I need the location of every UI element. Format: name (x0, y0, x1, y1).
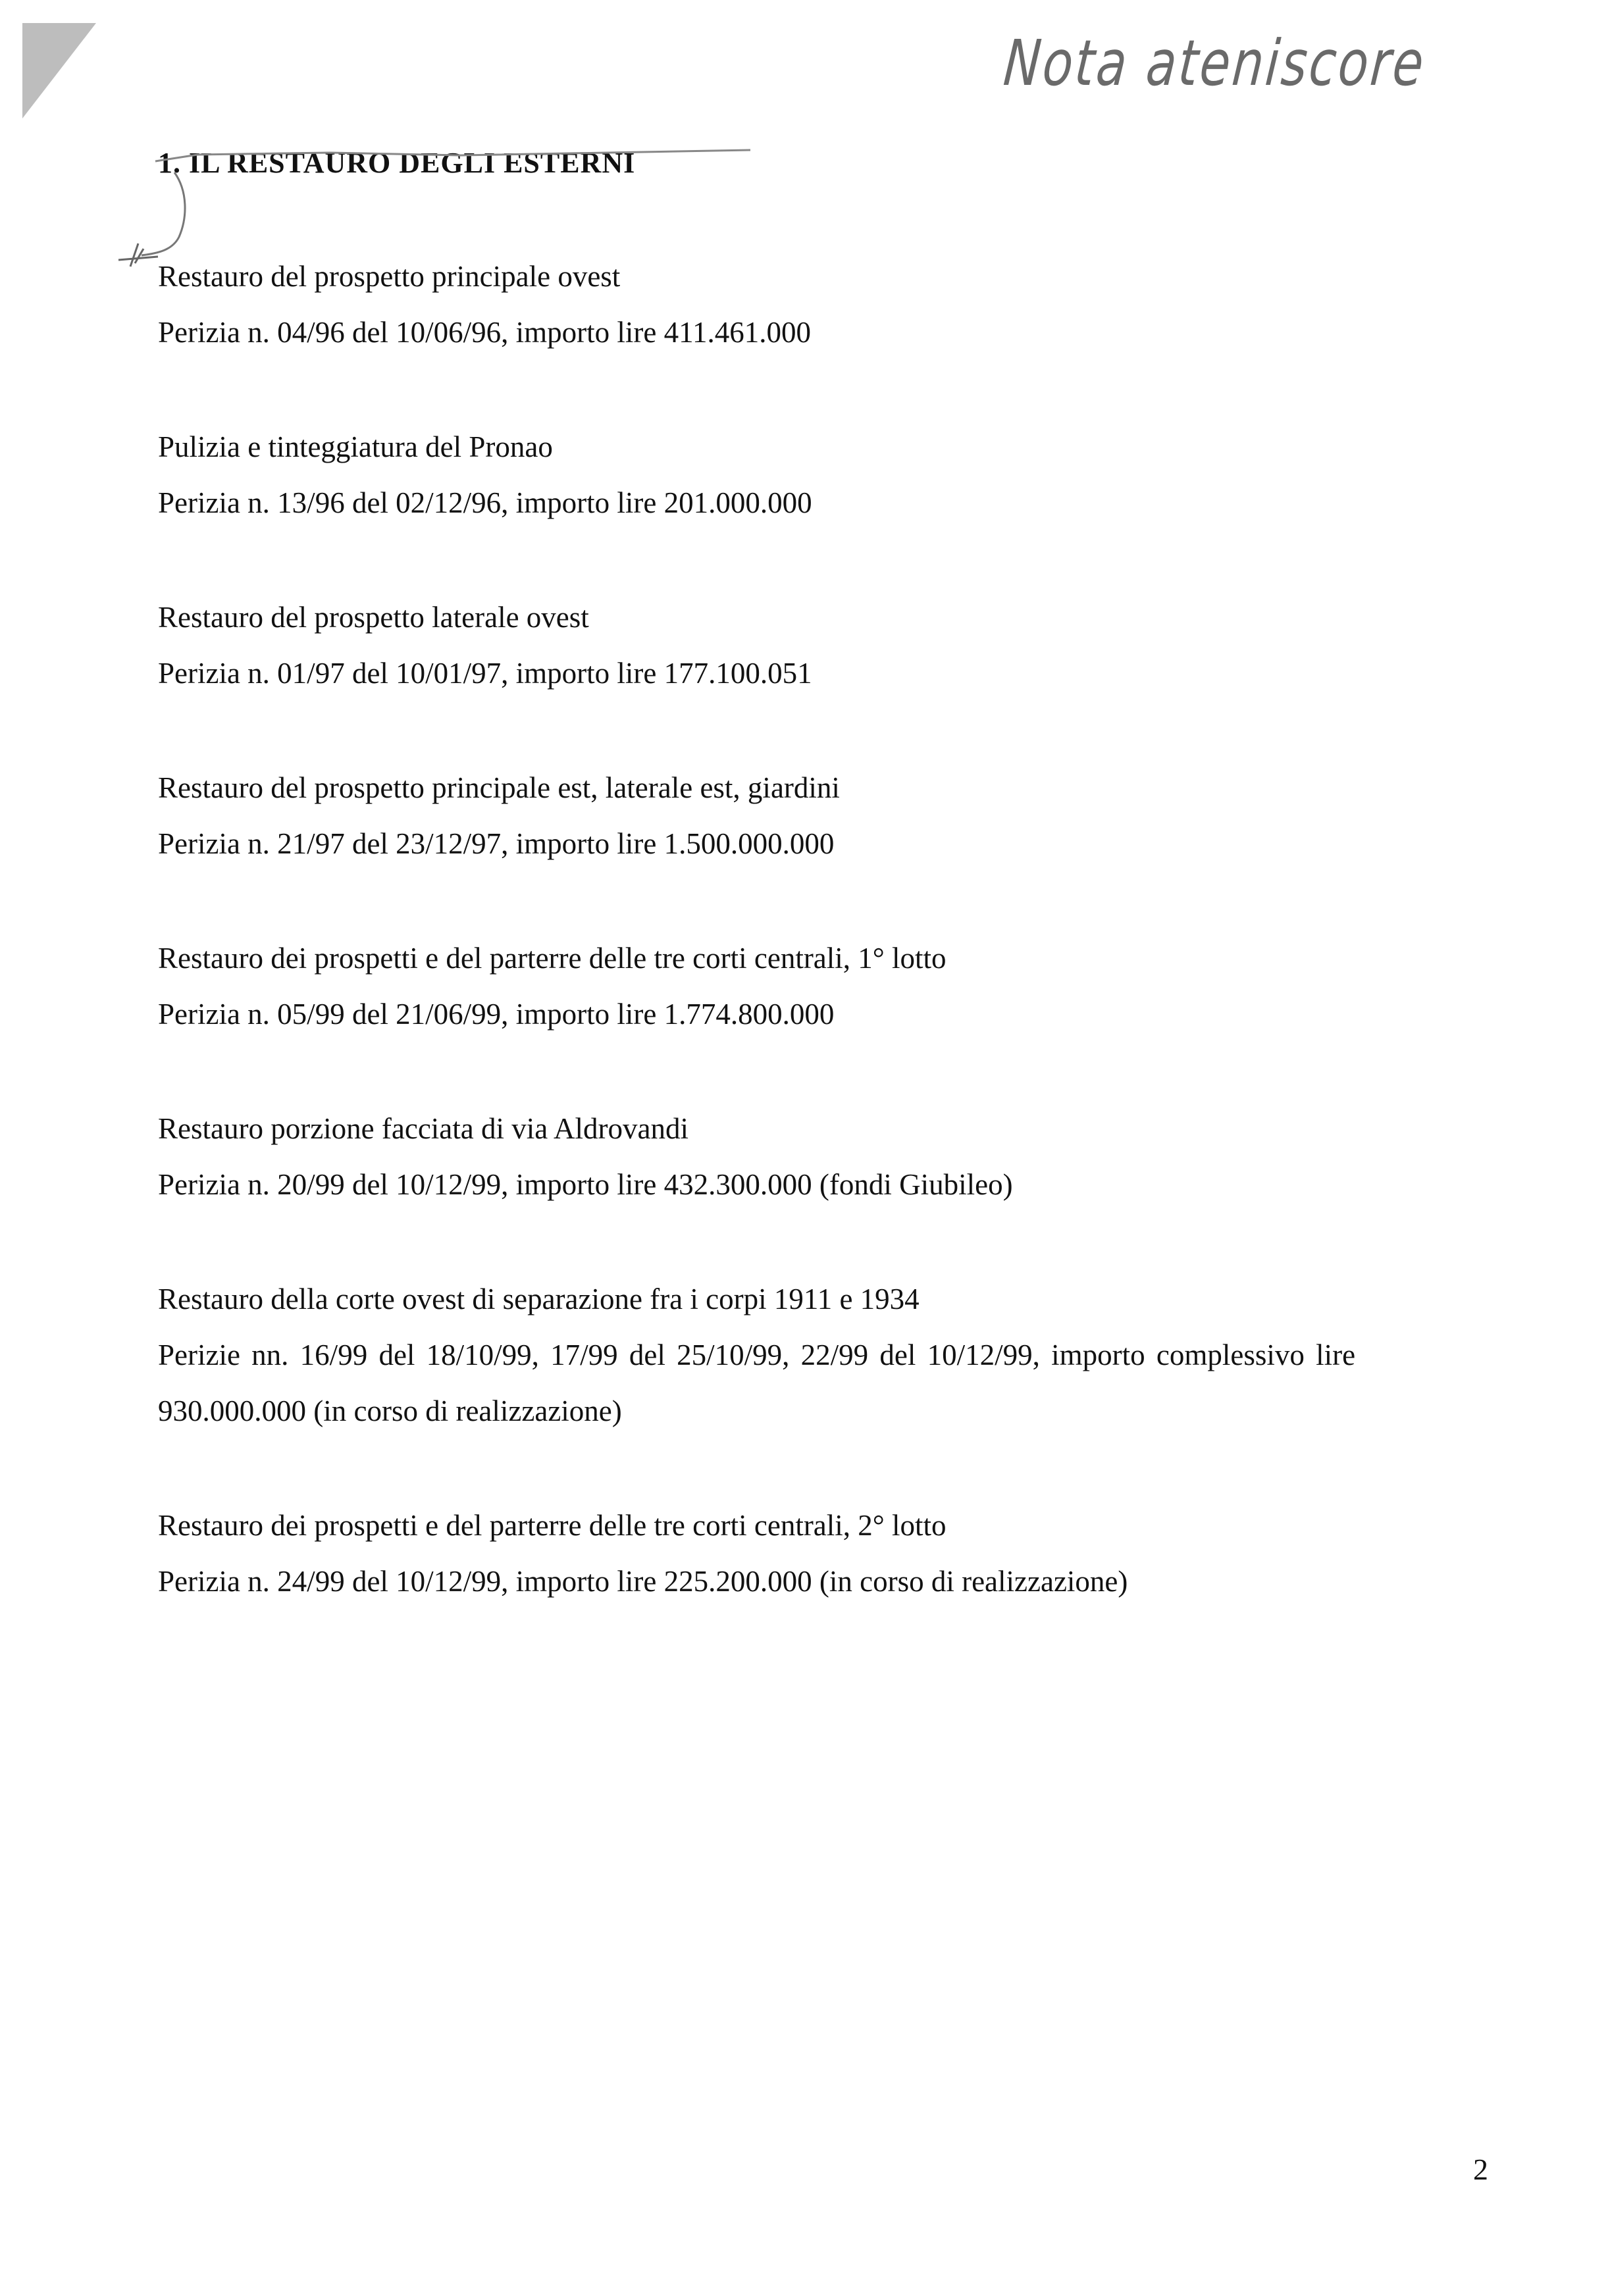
entry-detail: Perizia n. 13/96 del 02/12/96, importo lire 201.000.000 (158, 486, 812, 519)
entries-list (158, 249, 1494, 1668)
entry (158, 760, 1494, 872)
entry-title: Restauro del prospetto principale ovest (158, 260, 621, 293)
pencil-annotation-marks (0, 0, 790, 276)
entry-title: Pulizia e tinteggiatura del Pronao (158, 430, 553, 463)
entry-title: Restauro porzione facciata di via Aldrovandi (158, 1112, 688, 1145)
entry-detail: Perizia n. 05/99 del 21/06/99, importo lire 1.774.800.000 (158, 998, 835, 1031)
entry (158, 931, 1494, 1042)
entry (158, 249, 1494, 361)
entry (158, 1271, 1494, 1439)
entry-detail: Perizia n. 20/99 del 10/12/99, importo lire 432.300.000 (fondi Giubileo) (158, 1168, 1013, 1201)
entry-title: Restauro dei prospetti e del parterre delle tre corti centrali, 1° lotto (158, 942, 947, 975)
section-heading: 1. IL RESTAURO DEGLI ESTERNI (158, 147, 636, 179)
entry-detail-continued: 930.000.000 (in corso di realizzazione) (158, 1394, 622, 1427)
entry (158, 590, 1494, 702)
entry-title: Restauro del prospetto laterale ovest (158, 601, 589, 634)
entry-detail: Perizia n. 21/97 del 23/12/97, importo lire 1.500.000.000 (158, 827, 835, 860)
entry (158, 419, 1494, 531)
entry-detail: Perizia n. 24/99 del 10/12/99, importo lire 225.200.000 (in corso di realizzazione) (158, 1565, 1128, 1598)
entry-title: Restauro della corte ovest di separazione fra i corpi 1911 e 1934 (158, 1283, 920, 1315)
entry-detail: Perizia n. 04/96 del 10/06/96, importo lire 411.461.000 (158, 316, 811, 349)
entry-title: Restauro del prospetto principale est, laterale est, giardini (158, 771, 840, 804)
entry (158, 1498, 1494, 1610)
entry (158, 1101, 1494, 1213)
page-number: 2 (1473, 2153, 1488, 2186)
handwritten-note: Nota ateniscore (1000, 26, 1429, 100)
entry-title: Restauro dei prospetti e del parterre delle tre corti centrali, 2° lotto (158, 1509, 947, 1542)
entry-detail: Perizia n. 01/97 del 10/01/97, importo lire 177.100.051 (158, 657, 812, 690)
entry-detail: Perizie nn. 16/99 del 18/10/99, 17/99 del 25/10/99, 22/99 del 10/12/99, importo complessivo lire (158, 1339, 1356, 1371)
